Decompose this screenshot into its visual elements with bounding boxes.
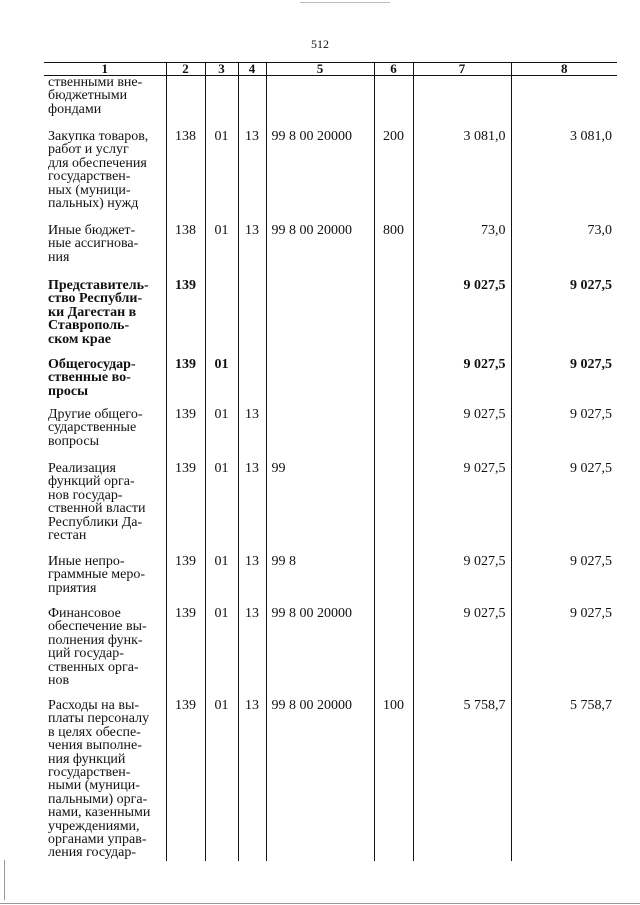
row-value-cell: 9 027,5 <box>511 462 617 555</box>
row-value-cell: 139 <box>166 555 205 607</box>
row-name-cell: Общегосудар- ственные во- просы <box>48 357 136 399</box>
row-value-cell: 139 <box>166 408 205 462</box>
column-header: 1 <box>44 63 166 76</box>
table-row <box>44 224 617 279</box>
row-name-cell: Финансовое обеспечение вы- полнения функ- ций государ- ственных орга- нов <box>48 606 147 689</box>
row-value-cell <box>205 279 238 358</box>
row-value-cell: 01 <box>205 555 238 607</box>
row-value-cell: 9 027,5 <box>511 408 617 462</box>
row-value-cell: 01 <box>205 130 238 224</box>
row-value-cell <box>238 76 266 131</box>
row-value-cell: 99 8 00 20000 <box>266 607 374 699</box>
row-value-cell: 13 <box>238 555 266 607</box>
row-name-cell: ственными вне- бюджетными фондами <box>48 75 143 117</box>
table-header-row <box>44 63 617 76</box>
row-value-cell <box>374 76 413 131</box>
row-value-cell: 13 <box>238 607 266 699</box>
row-name-cell: Представитель- ство Республи- ки Дагестан в Ставрополь- ском крае <box>48 278 149 347</box>
row-value-cell: 138 <box>166 224 205 279</box>
row-value-cell <box>205 76 238 131</box>
row-value-cell <box>266 408 374 462</box>
budget-table <box>44 62 617 861</box>
table-row <box>44 279 617 358</box>
table-row <box>44 408 617 462</box>
row-value-cell: 13 <box>238 408 266 462</box>
table-row <box>44 76 617 131</box>
column-header: 2 <box>166 63 205 76</box>
row-value-cell: 9 027,5 <box>511 555 617 607</box>
table-row <box>44 358 617 408</box>
row-value-cell: 200 <box>374 130 413 224</box>
row-value-cell: 3 081,0 <box>511 130 617 224</box>
row-value-cell <box>374 358 413 408</box>
table-row <box>44 555 617 607</box>
row-value-cell: 01 <box>205 358 238 408</box>
row-value-cell: 73,0 <box>413 224 511 279</box>
scan-edge-bottom <box>0 903 640 904</box>
row-value-cell: 139 <box>166 279 205 358</box>
row-value-cell: 99 8 00 20000 <box>266 699 374 861</box>
column-header: 4 <box>238 63 266 76</box>
row-value-cell <box>238 279 266 358</box>
table-row <box>44 130 617 224</box>
row-value-cell: 01 <box>205 408 238 462</box>
column-header: 5 <box>266 63 374 76</box>
row-value-cell: 139 <box>166 607 205 699</box>
row-name-cell: Иные непро- граммные меро- приятия <box>48 554 146 596</box>
row-name-cell: Другие общего- сударственные вопросы <box>48 407 143 449</box>
row-value-cell <box>266 76 374 131</box>
row-value-cell: 01 <box>205 462 238 555</box>
row-value-cell: 13 <box>238 224 266 279</box>
row-value-cell: 800 <box>374 224 413 279</box>
row-value-cell <box>374 462 413 555</box>
row-value-cell: 9 027,5 <box>413 607 511 699</box>
row-value-cell <box>266 279 374 358</box>
page-number: 512 <box>311 37 329 51</box>
row-value-cell: 100 <box>374 699 413 861</box>
row-value-cell: 9 027,5 <box>511 607 617 699</box>
row-value-cell <box>374 555 413 607</box>
row-name-cell: Реализация функций орга- нов государ- ственной власти Республики Да- гестан <box>48 461 146 544</box>
row-value-cell: 13 <box>238 130 266 224</box>
table-row <box>44 607 617 699</box>
row-value-cell <box>511 76 617 131</box>
row-value-cell <box>374 607 413 699</box>
row-value-cell: 9 027,5 <box>413 408 511 462</box>
row-value-cell <box>238 358 266 408</box>
table-body <box>44 76 617 862</box>
scan-edge-left <box>4 860 5 900</box>
row-value-cell: 99 8 00 20000 <box>266 224 374 279</box>
row-value-cell: 73,0 <box>511 224 617 279</box>
column-header: 3 <box>205 63 238 76</box>
row-value-cell: 13 <box>238 699 266 861</box>
row-value-cell: 01 <box>205 607 238 699</box>
row-name-cell: Иные бюджет- ные ассигнова- ния <box>48 223 139 265</box>
row-value-cell: 9 027,5 <box>413 279 511 358</box>
table-row <box>44 462 617 555</box>
row-value-cell: 139 <box>166 462 205 555</box>
row-value-cell: 9 027,5 <box>413 462 511 555</box>
row-value-cell: 3 081,0 <box>413 130 511 224</box>
row-value-cell: 9 027,5 <box>511 279 617 358</box>
row-name-cell: Расходы на вы- платы персоналу в целях обеспе- чения выполне- ния функций государствен- ными (муници- пальными) орга- нами, казенными учреждениями, органами управ- ления государ- <box>48 698 151 861</box>
row-value-cell: 9 027,5 <box>413 555 511 607</box>
row-value-cell: 9 027,5 <box>413 358 511 408</box>
row-value-cell: 01 <box>205 224 238 279</box>
row-value-cell: 99 8 00 20000 <box>266 130 374 224</box>
column-header: 6 <box>374 63 413 76</box>
table-row <box>44 699 617 861</box>
row-value-cell: 138 <box>166 130 205 224</box>
row-value-cell <box>374 408 413 462</box>
row-value-cell: 9 027,5 <box>511 358 617 408</box>
row-value-cell: 139 <box>166 699 205 861</box>
row-value-cell <box>413 76 511 131</box>
row-value-cell: 5 758,7 <box>413 699 511 861</box>
row-value-cell <box>266 358 374 408</box>
row-value-cell <box>374 279 413 358</box>
scan-edge-top <box>300 2 390 3</box>
column-header: 7 <box>413 63 511 76</box>
column-header: 8 <box>511 63 617 76</box>
row-value-cell: 139 <box>166 358 205 408</box>
row-value-cell: 13 <box>238 462 266 555</box>
row-value-cell: 01 <box>205 699 238 861</box>
row-value-cell: 99 <box>266 462 374 555</box>
row-name-cell: Закупка товаров, работ и услуг для обеспечения государствен- ных (муници- пальных) нужд <box>48 129 149 212</box>
row-value-cell: 99 8 <box>266 555 374 607</box>
row-value-cell <box>166 76 205 131</box>
row-value-cell: 5 758,7 <box>511 699 617 861</box>
